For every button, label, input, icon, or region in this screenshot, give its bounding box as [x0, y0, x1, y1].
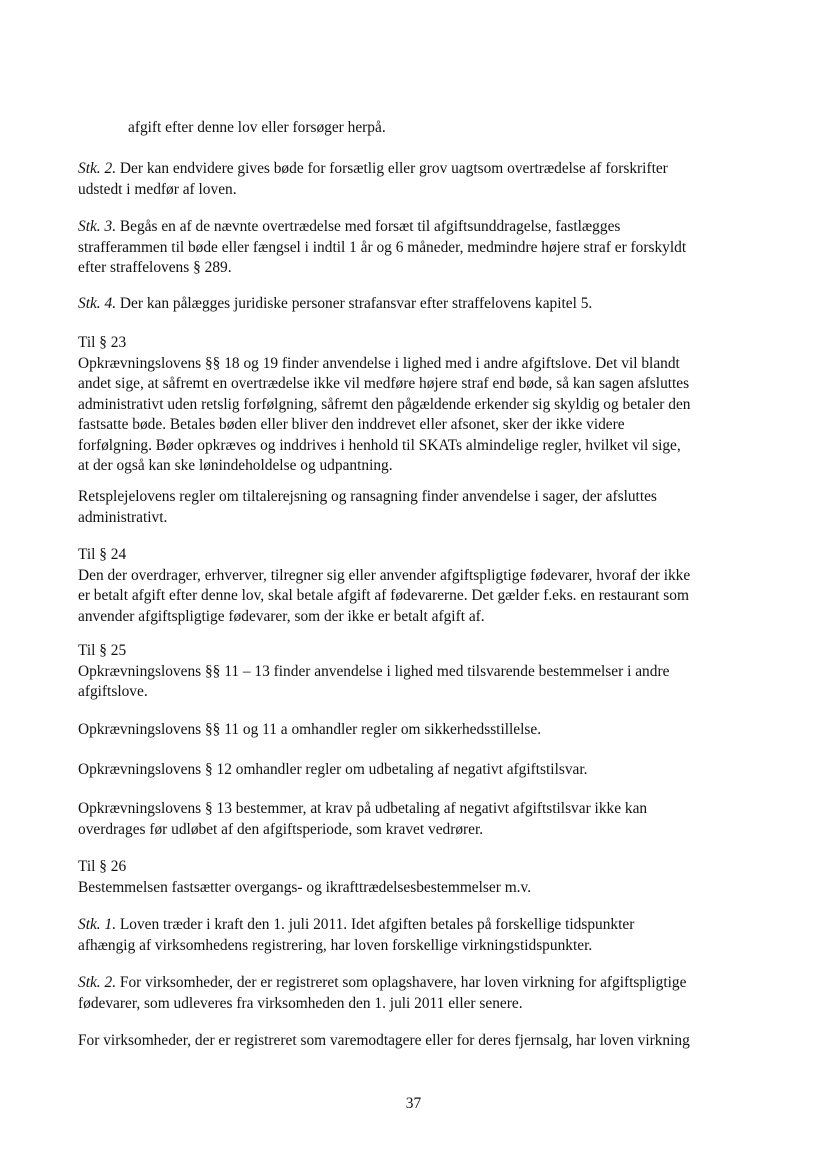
section-heading: Til § 25 [78, 642, 127, 659]
paragraph-stk-1 [78, 915, 758, 956]
section-til-23 [78, 333, 758, 477]
text-line: at der også kan ske lønindeholdelse og udpantning. [78, 457, 393, 474]
text-line: andet sige, at såfremt en overtrædelse ikke vil medføre højere straf end bøde, så kan sagen afsluttes [78, 375, 690, 392]
text-line: Opkrævningslovens §§ 18 og 19 finder anvendelse i lighed med i andre afgiftslove. Det vil blandt [78, 354, 680, 372]
text-line: Stk. 3. Begås en af de nævnte overtrædelse med forsæt til afgiftsunddragelse, fastlægges [78, 218, 621, 235]
stk-label: Stk. 2. [78, 974, 117, 991]
text-line: Stk. 2. For virksomheder, der er registreret som oplagshavere, har loven virkning for afgiftspligtige [78, 974, 687, 991]
section-heading: Til § 24 [78, 546, 127, 563]
text-line: Opkrævningslovens §§ 11 – 13 finder anvendelse i lighed med tilsvarende bestemmelser i andre [78, 662, 670, 680]
paragraph-stk-3 [78, 217, 758, 279]
text-line: fastsatte bøde. Betales bøden eller bliver den inddrevet eller afsonet, sker der ikke videre [78, 416, 625, 433]
text-line: anvender afgiftspligtige fødevarer, som der ikke er betalt afgift af. [78, 607, 485, 625]
text-line: Retsplejelovens regler om tiltalerejsning og ransagning finder anvendelse i sager, der afsluttes [78, 488, 657, 505]
text-line: afhængig af virksomhedens registrering, har loven forskellige virkningstidspunkter. [78, 936, 593, 954]
text-line: Opkrævningslovens § 12 omhandler regler om udbetaling af negativt afgiftstilsvar. [78, 761, 588, 778]
text-line: overdrages før udløbet af den afgiftsperiode, som kravet vedrører. [78, 820, 484, 838]
text-line: Opkrævningslovens § 13 bestemmer, at krav på udbetaling af negativt afgiftstilsvar ikke kan [78, 800, 648, 817]
text-line: Den der overdrager, erhverver, tilregner sig eller anvender afgiftspligtige fødevarer, hvoraf der ikke [78, 566, 691, 584]
stk-label: Stk. 4. [78, 295, 117, 312]
paragraph-varemodtagere [78, 1031, 758, 1052]
text-line: afgiftslove. [78, 683, 148, 700]
stk-label: Stk. 1. [78, 916, 117, 933]
text-line: Stk. 2. Der kan endvidere gives bøde for forsætlig eller grov uagtsom overtrædelse af forskrifter [78, 160, 668, 177]
text-line: For virksomheder, der er registreret som varemodtagere eller for deres fjernsalg, har loven virkning [78, 1032, 690, 1049]
text-line: administrativt uden retslig forfølgning, såfremt den pågældende erkender sig skyldig og betaler den [78, 395, 691, 413]
paragraph-udbetaling [78, 760, 758, 781]
text-line: strafferammen til bøde eller fængsel i indtil 1 år og 6 måneder, medmindre højere straf er forskyldt [78, 238, 687, 256]
section-heading: Til § 23 [78, 334, 127, 351]
text-line: Stk. 4. Der kan pålægges juridiske personer strafansvar efter straffelovens kapitel 5. [78, 295, 593, 312]
text-line: er betalt afgift efter denne lov, skal betale afgift af fødevarerne. Det gælder f.eks. en restaurant som [78, 587, 689, 604]
section-til-26 [78, 857, 758, 898]
paragraph-stk-2 [78, 159, 758, 200]
paragraph-stk-2-oplagshavere [78, 973, 758, 1014]
text-line: udstedt i medfør af loven. [78, 180, 237, 198]
stk-label: Stk. 3. [78, 218, 117, 235]
text-line: Opkrævningslovens §§ 11 og 11 a omhandler regler om sikkerhedsstillelse. [78, 721, 542, 738]
text-line: administrativt. [78, 508, 168, 526]
text-line: Stk. 1. Loven træder i kraft den 1. juli 2011. Idet afgiften betales på forskellige tidspunkter [78, 916, 635, 933]
section-heading: Til § 26 [78, 858, 127, 875]
paragraph-stk-4 [78, 294, 758, 315]
text-line: efter straffelovens § 289. [78, 259, 232, 276]
page-number: 37 [405, 1095, 422, 1112]
section-til-25 [78, 641, 758, 703]
text-line: afgift efter denne lov eller forsøger herpå. [128, 119, 386, 136]
paragraph-overdragelse [78, 799, 758, 840]
text-line: Bestemmelsen fastsætter overgangs- og ikrafttrædelsesbestemmelser m.v. [78, 878, 532, 896]
stk-label: Stk. 2. [78, 160, 117, 177]
text-line: forfølgning. Bøder opkræves og inddrives i henhold til SKATs almindelige regler, hvilket vil sige, [78, 436, 681, 454]
text-line: fødevarer, som udleveres fra virksomheden den 1. juli 2011 eller senere. [78, 994, 523, 1012]
paragraph-continuation [78, 118, 808, 139]
section-til-24 [78, 545, 758, 627]
paragraph-sikkerhedsstillelse [78, 720, 758, 741]
paragraph-retsplejelovens [78, 487, 758, 528]
